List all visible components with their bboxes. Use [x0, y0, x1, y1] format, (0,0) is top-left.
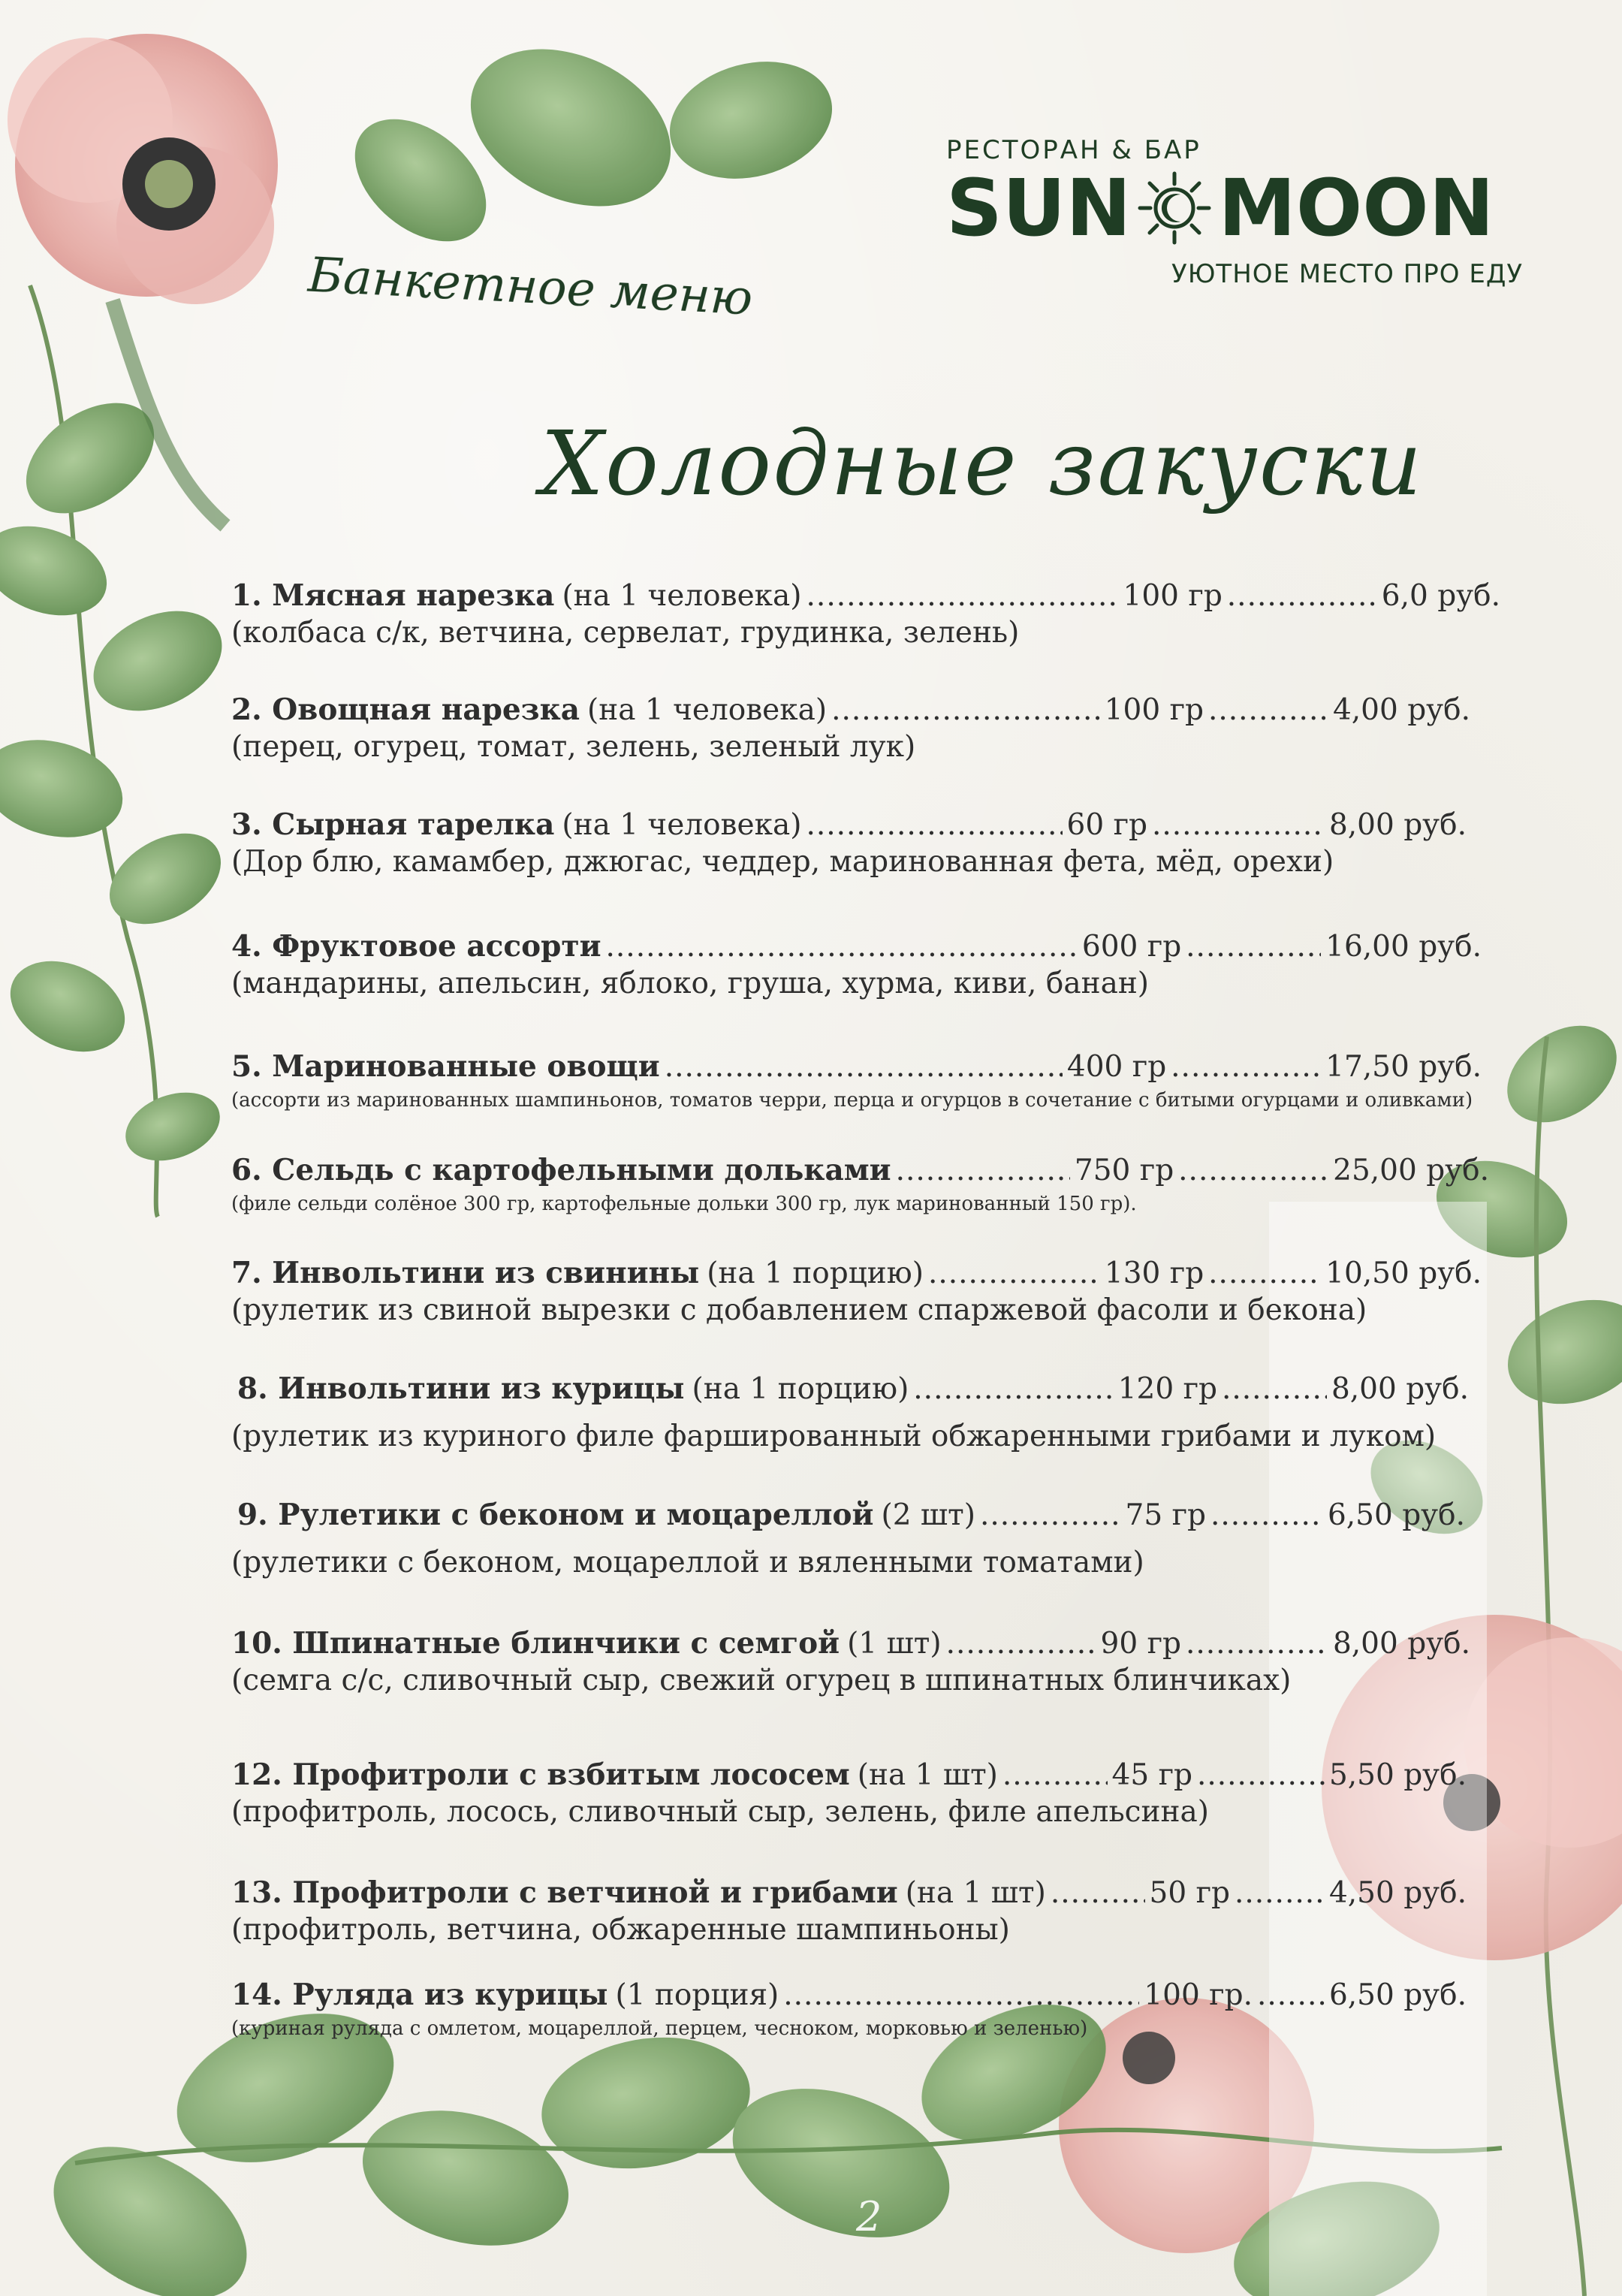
item-price: 4,50 руб.: [1328, 1876, 1467, 1910]
logo-word-moon: MOON: [1218, 162, 1494, 254]
leader-dots: [1208, 1257, 1321, 1291]
leader-dots: [806, 808, 1062, 843]
menu-item: [231, 578, 1508, 651]
leader-dots: [1171, 1050, 1321, 1085]
leader-dots: [783, 1978, 1139, 2013]
section-title: Холодные закуски: [541, 412, 1424, 515]
logo-tagline-bottom: УЮТНОЕ МЕСТО ПРО ЕДУ: [1171, 259, 1524, 289]
item-weight: 90 гр: [1100, 1627, 1181, 1661]
menu-item: [231, 1626, 1508, 1699]
menu-item: [231, 1256, 1508, 1329]
logo-tagline-top: РЕСТОРАН & БАР: [946, 135, 1201, 165]
menu-item: [231, 1757, 1508, 1830]
leader-dots: [1186, 930, 1321, 964]
item-price: 17,50 руб.: [1325, 1050, 1482, 1084]
menu-item: [231, 1049, 1508, 1113]
item-name: 5. Маринованные овощи: [231, 1049, 660, 1084]
item-description: (рулетик из куриного филе фаршированный обжаренными грибами и луком): [231, 1420, 1437, 1453]
item-price: 16,00 руб.: [1325, 930, 1482, 964]
item-weight: 130 гр: [1104, 1257, 1204, 1290]
item-portion: (1 порция): [615, 1978, 779, 2012]
item-price: 10,50 руб.: [1325, 1257, 1482, 1290]
item-weight: 120 гр: [1117, 1372, 1217, 1406]
logo-wordmark: [946, 162, 1494, 254]
leader-dots: [946, 1627, 1096, 1661]
item-description: (колбаса с/к, ветчина, сервелат, грудинка, зелень): [231, 616, 1020, 650]
item-portion: (на 1 порцию): [707, 1257, 924, 1290]
item-weight: 100 гр: [1104, 693, 1204, 727]
item-name: 12. Профитроли с взбитым лососем: [231, 1757, 850, 1792]
item-weight: 400 гр: [1066, 1050, 1167, 1084]
item-weight: 600 гр: [1081, 930, 1182, 964]
menu-item: [231, 1153, 1508, 1217]
item-name: 6. Сельдь с картофельными дольками: [231, 1153, 891, 1187]
item-weight: 45 гр: [1111, 1758, 1192, 1792]
leader-dots: [1186, 1627, 1328, 1661]
leader-dots: [606, 930, 1078, 964]
item-name: 2. Овощная нарезка: [231, 692, 580, 727]
item-portion: (на 1 человека): [562, 579, 802, 613]
leader-dots: [1235, 1876, 1325, 1911]
leader-dots: [806, 579, 1119, 614]
leader-dots: [1152, 808, 1325, 843]
leader-dots: [980, 1498, 1121, 1533]
leader-dots: [896, 1154, 1070, 1188]
item-price: 6,50 руб.: [1328, 1978, 1467, 2012]
item-portion: (на 1 человека): [562, 808, 802, 842]
item-description: (профитроль, лосось, сливочный сыр, зелень, филе апельсина): [231, 1795, 1209, 1829]
item-price: 6,50 руб.: [1327, 1498, 1465, 1532]
item-name: 1. Мясная нарезка: [231, 578, 555, 613]
item-name: 7. Инвольтини из свинины: [231, 1256, 700, 1290]
logo-word-sun: SUN: [946, 162, 1132, 254]
menu-item: [231, 692, 1508, 765]
item-portion: (на 1 человека): [587, 693, 828, 727]
page-number: 2: [856, 2193, 882, 2240]
item-weight: 100 гр.: [1144, 1978, 1253, 2012]
item-price: 5,50 руб.: [1328, 1758, 1467, 1792]
item-price: 8,00 руб.: [1332, 1627, 1470, 1661]
item-name: 13. Профитроли с ветчиной и грибами: [231, 1875, 898, 1910]
sun-moon-icon: [1137, 170, 1212, 246]
item-weight: 100 гр: [1123, 579, 1223, 613]
leader-dots: [1257, 1978, 1325, 2013]
leader-dots: [928, 1257, 1100, 1291]
item-description: (семга с/с, сливочный сыр, свежий огурец в шпинатных блинчиках): [231, 1664, 1292, 1697]
item-price: 8,00 руб.: [1328, 808, 1467, 842]
item-description: (мандарины, апельсин, яблоко, груша, хурма, киви, банан): [231, 967, 1150, 1000]
item-price: 8,00 руб.: [1331, 1372, 1469, 1406]
leader-dots: [831, 693, 1100, 728]
item-name: 3. Сырная тарелка: [231, 807, 555, 842]
item-description: (ассорти из маринованных шампиньонов, томатов черри, перца и огурцов в сочетание с битыми огурцами и оливками): [231, 1089, 1473, 1112]
item-price: 6,0 руб.: [1381, 579, 1500, 613]
item-name: 10. Шпинатные блинчики с семгой: [231, 1626, 840, 1661]
item-portion: (на 1 порцию): [692, 1372, 909, 1406]
item-portion: (1 шт): [847, 1627, 942, 1661]
translucent-panel: [1269, 1202, 1487, 2296]
item-price: 4,00 руб.: [1332, 693, 1470, 727]
item-description: (куриная руляда с омлетом, моцареллой, перцем, чесноком, морковью и зеленью): [231, 2017, 1088, 2040]
item-description: (рулетики с беконом, моцареллой и вяленными томатами): [231, 1546, 1144, 1579]
menu-item: [231, 929, 1508, 1002]
item-name: 9. Рулетики с беконом и моцареллой: [237, 1498, 874, 1532]
item-weight: 750 гр: [1074, 1154, 1174, 1187]
item-description: (Дор блю, камамбер, джюгас, чеддер, маринованная фета, мёд, орехи): [231, 845, 1334, 879]
menu-subtitle: Банкетное меню: [306, 247, 754, 327]
menu-item: [231, 1978, 1508, 2041]
leader-dots: [1197, 1758, 1325, 1793]
leader-dots: [1210, 1498, 1323, 1533]
item-description: (филе сельди солёное 300 гр, картофельные дольки 300 гр, лук маринованный 150 гр).: [231, 1193, 1137, 1215]
item-name: 14. Руляда из курицы: [231, 1978, 608, 2012]
item-weight: 50 гр: [1149, 1876, 1230, 1910]
leader-dots: [913, 1372, 1113, 1407]
leader-dots: [665, 1050, 1063, 1085]
item-description: (рулетик из свиной вырезки с добавлением спаржевой фасоли и бекона): [231, 1293, 1367, 1327]
item-portion: (на 1 шт): [857, 1758, 998, 1792]
item-price: 25,00 руб.: [1333, 1154, 1489, 1187]
item-portion: (2 шт): [881, 1498, 975, 1532]
item-weight: 60 гр: [1066, 808, 1147, 842]
leader-dots: [1227, 579, 1377, 614]
leader-dots: [1051, 1876, 1145, 1911]
item-name: 4. Фруктовое ассорти: [231, 929, 601, 964]
leader-dots: [1002, 1758, 1108, 1793]
leader-dots: [1178, 1154, 1328, 1188]
leader-dots: [1208, 693, 1328, 728]
menu-item: [231, 1371, 1514, 1455]
item-portion: (на 1 шт): [905, 1876, 1046, 1910]
menu-item: [231, 1875, 1508, 1948]
menu-item: [231, 807, 1508, 880]
item-description: (профитроль, ветчина, обжаренные шампиньоны): [231, 1913, 1010, 1947]
leader-dots: [1222, 1372, 1327, 1407]
item-weight: 75 гр: [1125, 1498, 1206, 1532]
item-name: 8. Инвольтини из курицы: [237, 1371, 685, 1406]
menu-item: [231, 1498, 1514, 1581]
item-description: (перец, огурец, томат, зелень, зеленый лук): [231, 730, 916, 764]
